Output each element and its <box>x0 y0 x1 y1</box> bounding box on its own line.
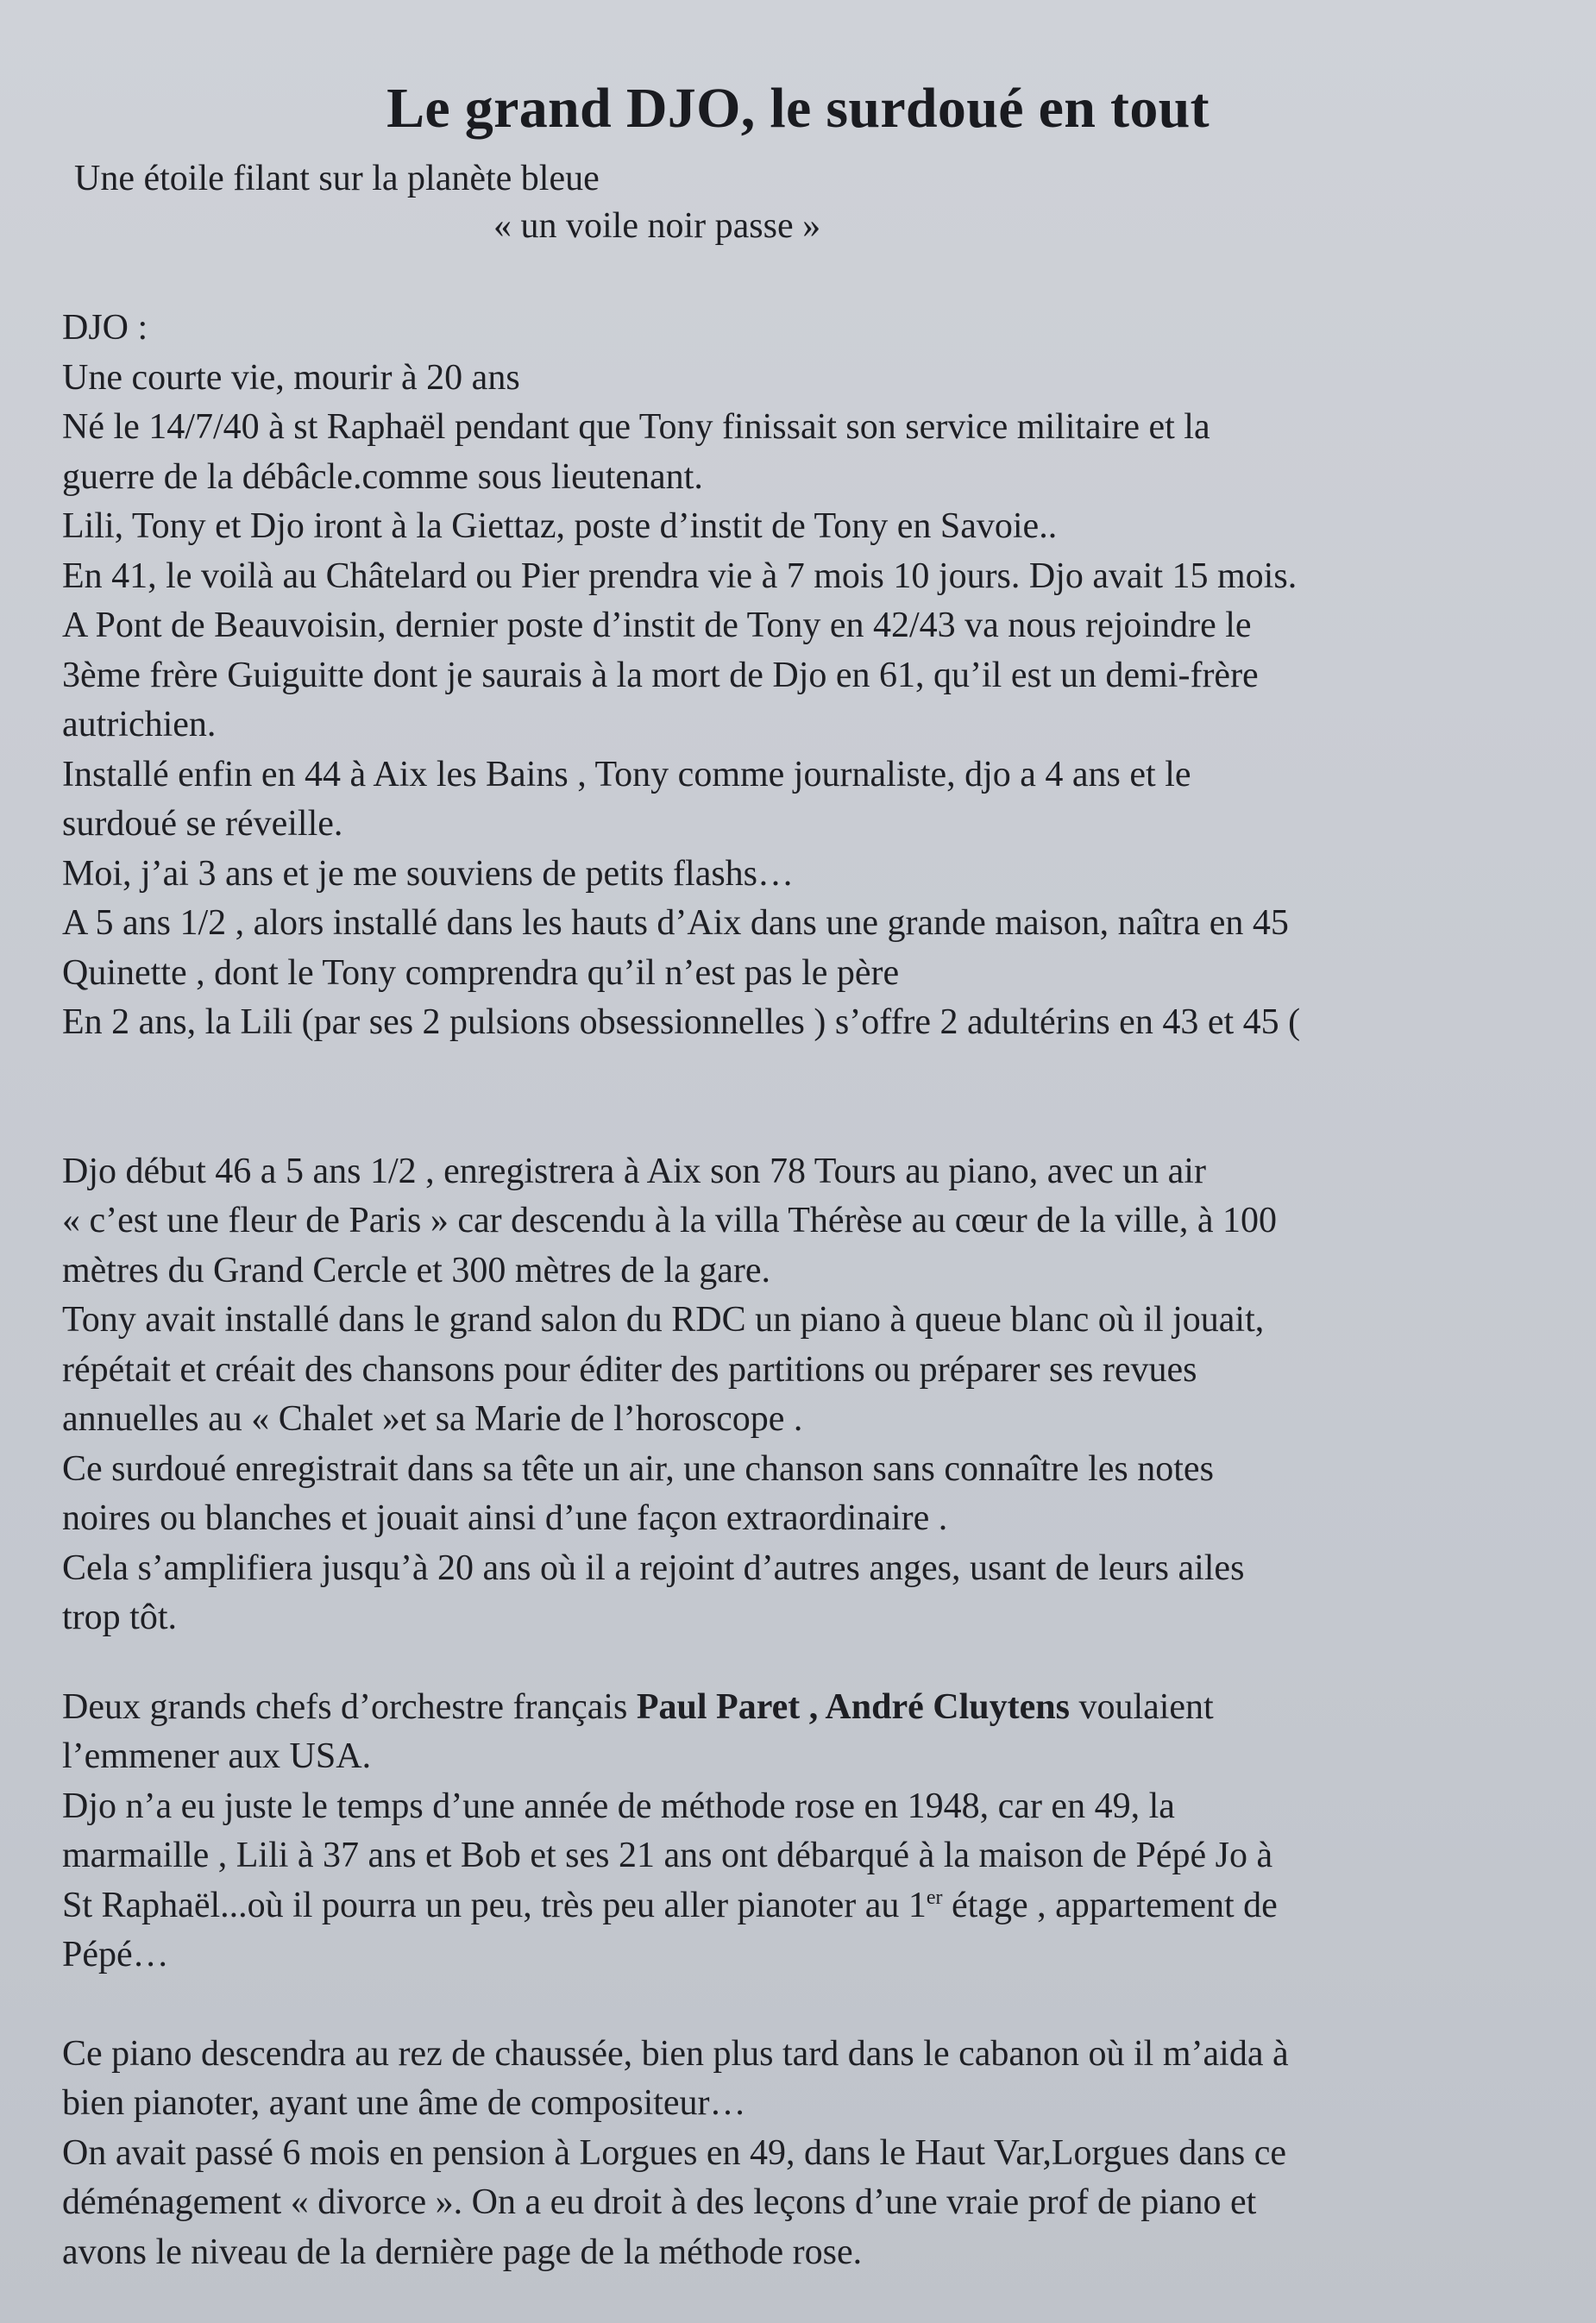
text-line: En 41, le voilà au Châtelard ou Pier prendra vie à 7 mois 10 jours. Djo avait 15 mois. <box>62 556 1298 596</box>
document-subtitle: Une étoile filant sur la planète bleue <box>74 159 600 198</box>
text-line: Cela s’amplifiera jusqu’à 20 ans où il a rejoint d’autres anges, usant de leurs ailes <box>62 1548 1245 1588</box>
text-line: Quinette , dont le Tony comprendra qu’il n’est pas le père <box>62 952 900 993</box>
text-segment: étage , appartement de <box>942 1885 1278 1925</box>
text-line: surdoué se réveille. <box>62 804 343 844</box>
text-line <box>62 1683 1546 1733</box>
document-title: Le grand DJO, le surdoué en tout <box>386 77 1210 140</box>
text-line: marmaille , Lili à 37 ans et Bob et ses 21 ans ont débarqué à la maison de Pépé Jo à <box>62 1836 1273 1875</box>
text-line: répétait et créait des chansons pour éditer des partitions ou préparer ses revues <box>62 1349 1197 1390</box>
text-line: Tony avait installé dans le grand salon du RDC un piano à queue blanc où il jouait, <box>62 1300 1265 1340</box>
superscript: er <box>926 1886 943 1909</box>
document-subtitle-quote: « un voile noir passe » <box>493 206 821 246</box>
text-line: trop tôt. <box>62 1598 177 1637</box>
text-line: A 5 ans 1/2 , alors installé dans les hauts d’Aix dans une grande maison, naîtra en 45 <box>62 903 1289 943</box>
text-line: bien pianoter, ayant une âme de compositeur… <box>62 2083 746 2123</box>
paragraph-gap <box>62 1981 1546 2030</box>
document-body <box>62 304 1546 2277</box>
paragraph-gap <box>62 1643 1546 1683</box>
text-line: mètres du Grand Cercle et 300 mètres de la gare. <box>62 1250 770 1290</box>
text-line: Moi, j’ai 3 ans et je me souviens de petits flashs… <box>62 853 795 894</box>
text-line: Djo n’a eu juste le temps d’une année de méthode rose en 1948, car en 49, la <box>62 1786 1175 1826</box>
text-line: avons le niveau de la dernière page de la méthode rose. <box>62 2232 863 2272</box>
text-line: En 2 ans, la Lili (par ses 2 pulsions obsessionnelles ) s’offre 2 adultérins en 43 et 45 ( <box>62 1002 1301 1042</box>
text-line: Djo début 46 a 5 ans 1/2 , enregistrera à Aix son 78 Tours au piano, avec un air <box>62 1151 1206 1191</box>
text-line: On avait passé 6 mois en pension à Lorgues en 49, dans le Haut Var,Lorgues dans ce <box>62 2132 1286 2173</box>
conductor-names: Paul Paret , André Cluytens <box>636 1686 1070 1727</box>
text-line: noires ou blanches et jouait ainsi d’une façon extraordinaire . <box>62 1498 948 1538</box>
text-line: Lili, Tony et Djo iront à la Giettaz, poste d’instit de Tony en Savoie.. <box>62 506 1058 546</box>
text-segment: voulaient <box>1069 1686 1214 1727</box>
text-line: Pépé… <box>62 1935 169 1975</box>
text-line: déménagement « divorce ». On a eu droit à des leçons d’une vraie prof de piano et <box>62 2182 1257 2222</box>
text-line: Né le 14/7/40 à st Raphaël pendant que Tony finissait son service militaire et la <box>62 407 1210 447</box>
text-line: 3ème frère Guiguitte dont je saurais à la mort de Djo en 61, qu’il est un demi-frère <box>62 655 1259 695</box>
text-line: l’emmener aux USA. <box>62 1736 372 1776</box>
text-line: Installé enfin en 44 à Aix les Bains , Tony comme journaliste, djo a 4 ans et le <box>62 754 1191 794</box>
text-line: DJO : <box>62 308 148 348</box>
text-line: « c’est une fleur de Paris » car descendu à la villa Thérèse au cœur de la ville, à 100 <box>62 1201 1277 1240</box>
text-line: Une courte vie, mourir à 20 ans <box>62 357 520 398</box>
text-segment: St Raphaël...où il pourra un peu, très peu aller pianoter au 1 <box>62 1885 927 1925</box>
text-line: autrichien. <box>62 705 217 744</box>
text-line <box>62 1881 1546 1931</box>
text-line: A Pont de Beauvoisin, dernier poste d’instit de Tony en 42/43 va nous rejoindre le <box>62 606 1252 645</box>
paragraph-gap <box>62 1048 1546 1147</box>
text-line: guerre de la débâcle.comme sous lieutenant. <box>62 456 703 497</box>
text-line: Ce surdoué enregistrait dans sa tête un air, une chanson sans connaître les notes <box>62 1448 1214 1489</box>
text-segment: Deux grands chefs d’orchestre français <box>62 1686 637 1727</box>
text-line: Ce piano descendra au rez de chaussée, bien plus tard dans le cabanon où il m’aida à <box>62 2033 1289 2074</box>
text-line: annuelles au « Chalet »et sa Marie de l’horoscope . <box>62 1399 803 1439</box>
